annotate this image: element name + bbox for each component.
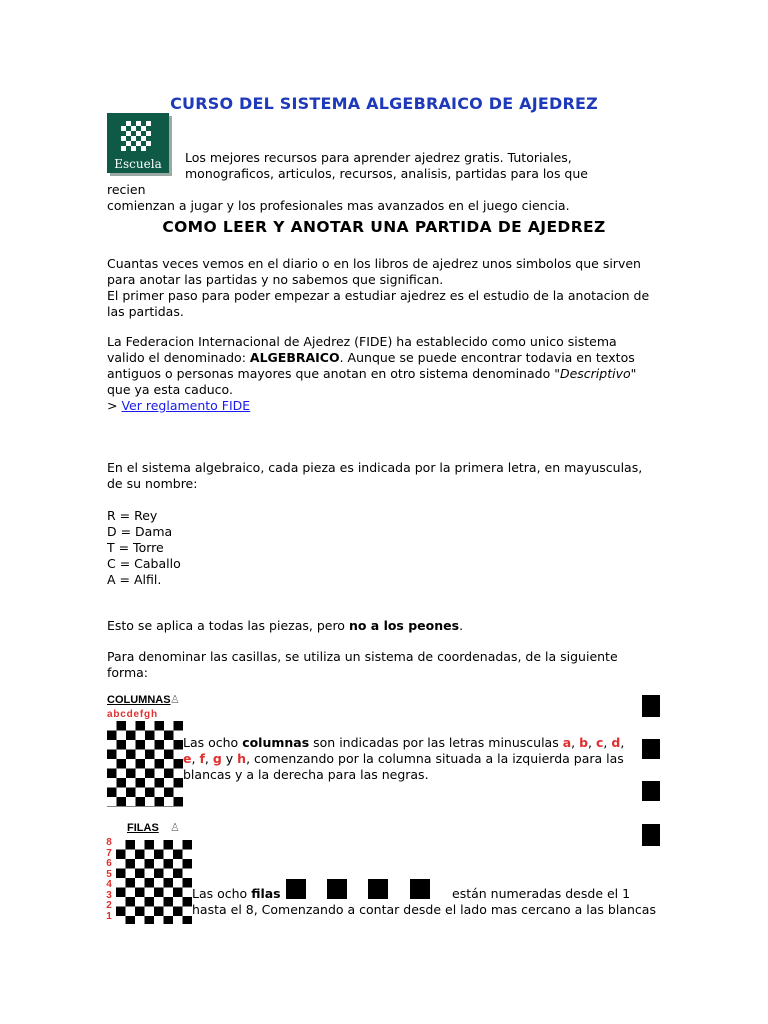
placeholder-square [642, 824, 660, 846]
rows-text-c: hasta el 8, Comenzando a contar desde el lado mas cercano a las blancas [192, 902, 656, 917]
p1-text: Cuantas veces vemos en el diario o en los libros de ajedrez unos simbolos que sirven para anotar las partidas y no sabemos que significan. [107, 256, 641, 287]
paragraph-pieces-intro: En el sistema algebraico, cada pieza es indicada por la primera letra, en mayusculas, de su nombre: [107, 460, 643, 491]
algebraico-bold: ALGEBRAICO [249, 350, 340, 365]
piece-item: R = Rey [107, 508, 158, 523]
p3-text-c: " que ya esta caduco. [107, 366, 637, 397]
p3-text-a: La Federacion Internacional de Ajedrez (FIDE) ha establecido como unico sistema valido el denominado: [107, 334, 617, 365]
paragraph-1 [107, 256, 657, 320]
piece-item: C = Caballo [107, 556, 181, 571]
y-conj: y [221, 751, 238, 766]
intro-line-3: comienzan a jugar y los profesionales mas avanzados en el juego ciencia. [107, 198, 570, 213]
placeholder-square [410, 879, 430, 899]
intro-line-2-wrap [107, 166, 627, 198]
columnas-label: COLUMNAS [107, 694, 171, 706]
placeholder-square [286, 879, 306, 899]
placeholder-square [642, 695, 660, 717]
letter-d: d [611, 735, 621, 750]
placeholder-square [327, 879, 347, 899]
p2-text: El primer paso para poder empezar a estudiar ajedrez es el estudio de la anotacion de las partidas. [107, 288, 650, 319]
row-number: 5 [106, 868, 112, 880]
filas-bold: filas [251, 886, 281, 901]
letter-c: c [596, 735, 604, 750]
cols-text-b: son indicadas por las letras minusculas [309, 735, 563, 750]
no-peones-bold: no a los peones [348, 618, 460, 633]
cols-text-c: , comenzando por la columna situada a la izquierda para las blancas y a la derecha para las negras. [183, 751, 624, 782]
cols-text-a: Las ocho [183, 735, 243, 750]
paragraph-fide [107, 334, 657, 414]
sep: , [620, 735, 625, 750]
p5-text-b: . [459, 618, 464, 633]
paragraph-peones [107, 618, 657, 634]
p3-text-b: . Aunque se puede encontrar todavia en textos antiguos o personas mayores que anotan en otro sistema denominado " [107, 350, 635, 381]
piece-item: T = Torre [107, 540, 164, 555]
piece-item: D = Dama [107, 524, 173, 539]
pawn-icon: ♙ [170, 693, 180, 706]
descriptivo-italic: Descriptivo [559, 366, 631, 381]
row-numbers [104, 838, 114, 922]
paragraph-coordenadas: Para denominar las casillas, se utiliza un sistema de coordenadas, de la siguiente forma: [107, 649, 618, 680]
intro-text [107, 150, 627, 214]
pieces-list [107, 508, 657, 588]
row-number: 7 [106, 847, 112, 859]
letter-h: h [237, 751, 247, 766]
letter-g: g [212, 751, 222, 766]
columns-board-image [107, 721, 183, 807]
column-letters: abcdefgh [107, 709, 158, 720]
section-heading: COMO LEER Y ANOTAR UNA PARTIDA DE AJEDREZ [162, 218, 606, 236]
rows-board-image [116, 840, 192, 924]
row-number: 4 [106, 879, 112, 890]
letter-e: e [183, 751, 192, 766]
rows-text-a: Las ocho [192, 886, 252, 901]
columns-text [183, 735, 633, 783]
piece-item: A = Alfil. [107, 572, 162, 587]
placeholder-square [642, 739, 660, 759]
sep: , [191, 751, 200, 766]
rows-text-b: están numeradas desde el 1 [452, 886, 631, 901]
logo-text: Escuela [114, 157, 162, 171]
pawn-icon: ♙ [170, 821, 180, 834]
sep: , [588, 735, 596, 750]
sep: , [571, 735, 580, 750]
filas-label: FILAS [127, 822, 159, 834]
p5-text-a: Esto se aplica a todas las piezas, pero [107, 618, 349, 633]
row-number: 3 [106, 889, 112, 901]
page-title: CURSO DEL SISTEMA ALGEBRAICO DE AJEDREZ [170, 94, 598, 113]
letter-b: b [579, 735, 589, 750]
letter-f: f [199, 751, 205, 766]
row-number: 8 [106, 837, 112, 848]
placeholder-square [368, 879, 388, 899]
row-number: 1 [106, 910, 112, 922]
letter-a: a [562, 735, 572, 750]
intro-line-2: monograficos, articulos, recursos, analisis, partidas para los que recien [107, 166, 588, 197]
row-number: 6 [106, 858, 112, 869]
chessboard-logo-icon [121, 121, 151, 151]
fide-rules-link[interactable]: Ver reglamento FIDE [121, 398, 251, 413]
columnas-bold: columnas [242, 735, 310, 750]
placeholder-square [642, 781, 660, 801]
sep: , [204, 751, 213, 766]
sep: , [603, 735, 612, 750]
row-number: 2 [106, 900, 112, 911]
link-prefix: > [107, 398, 118, 413]
intro-line-1: Los mejores recursos para aprender ajedrez gratis. Tutoriales, [185, 150, 572, 165]
